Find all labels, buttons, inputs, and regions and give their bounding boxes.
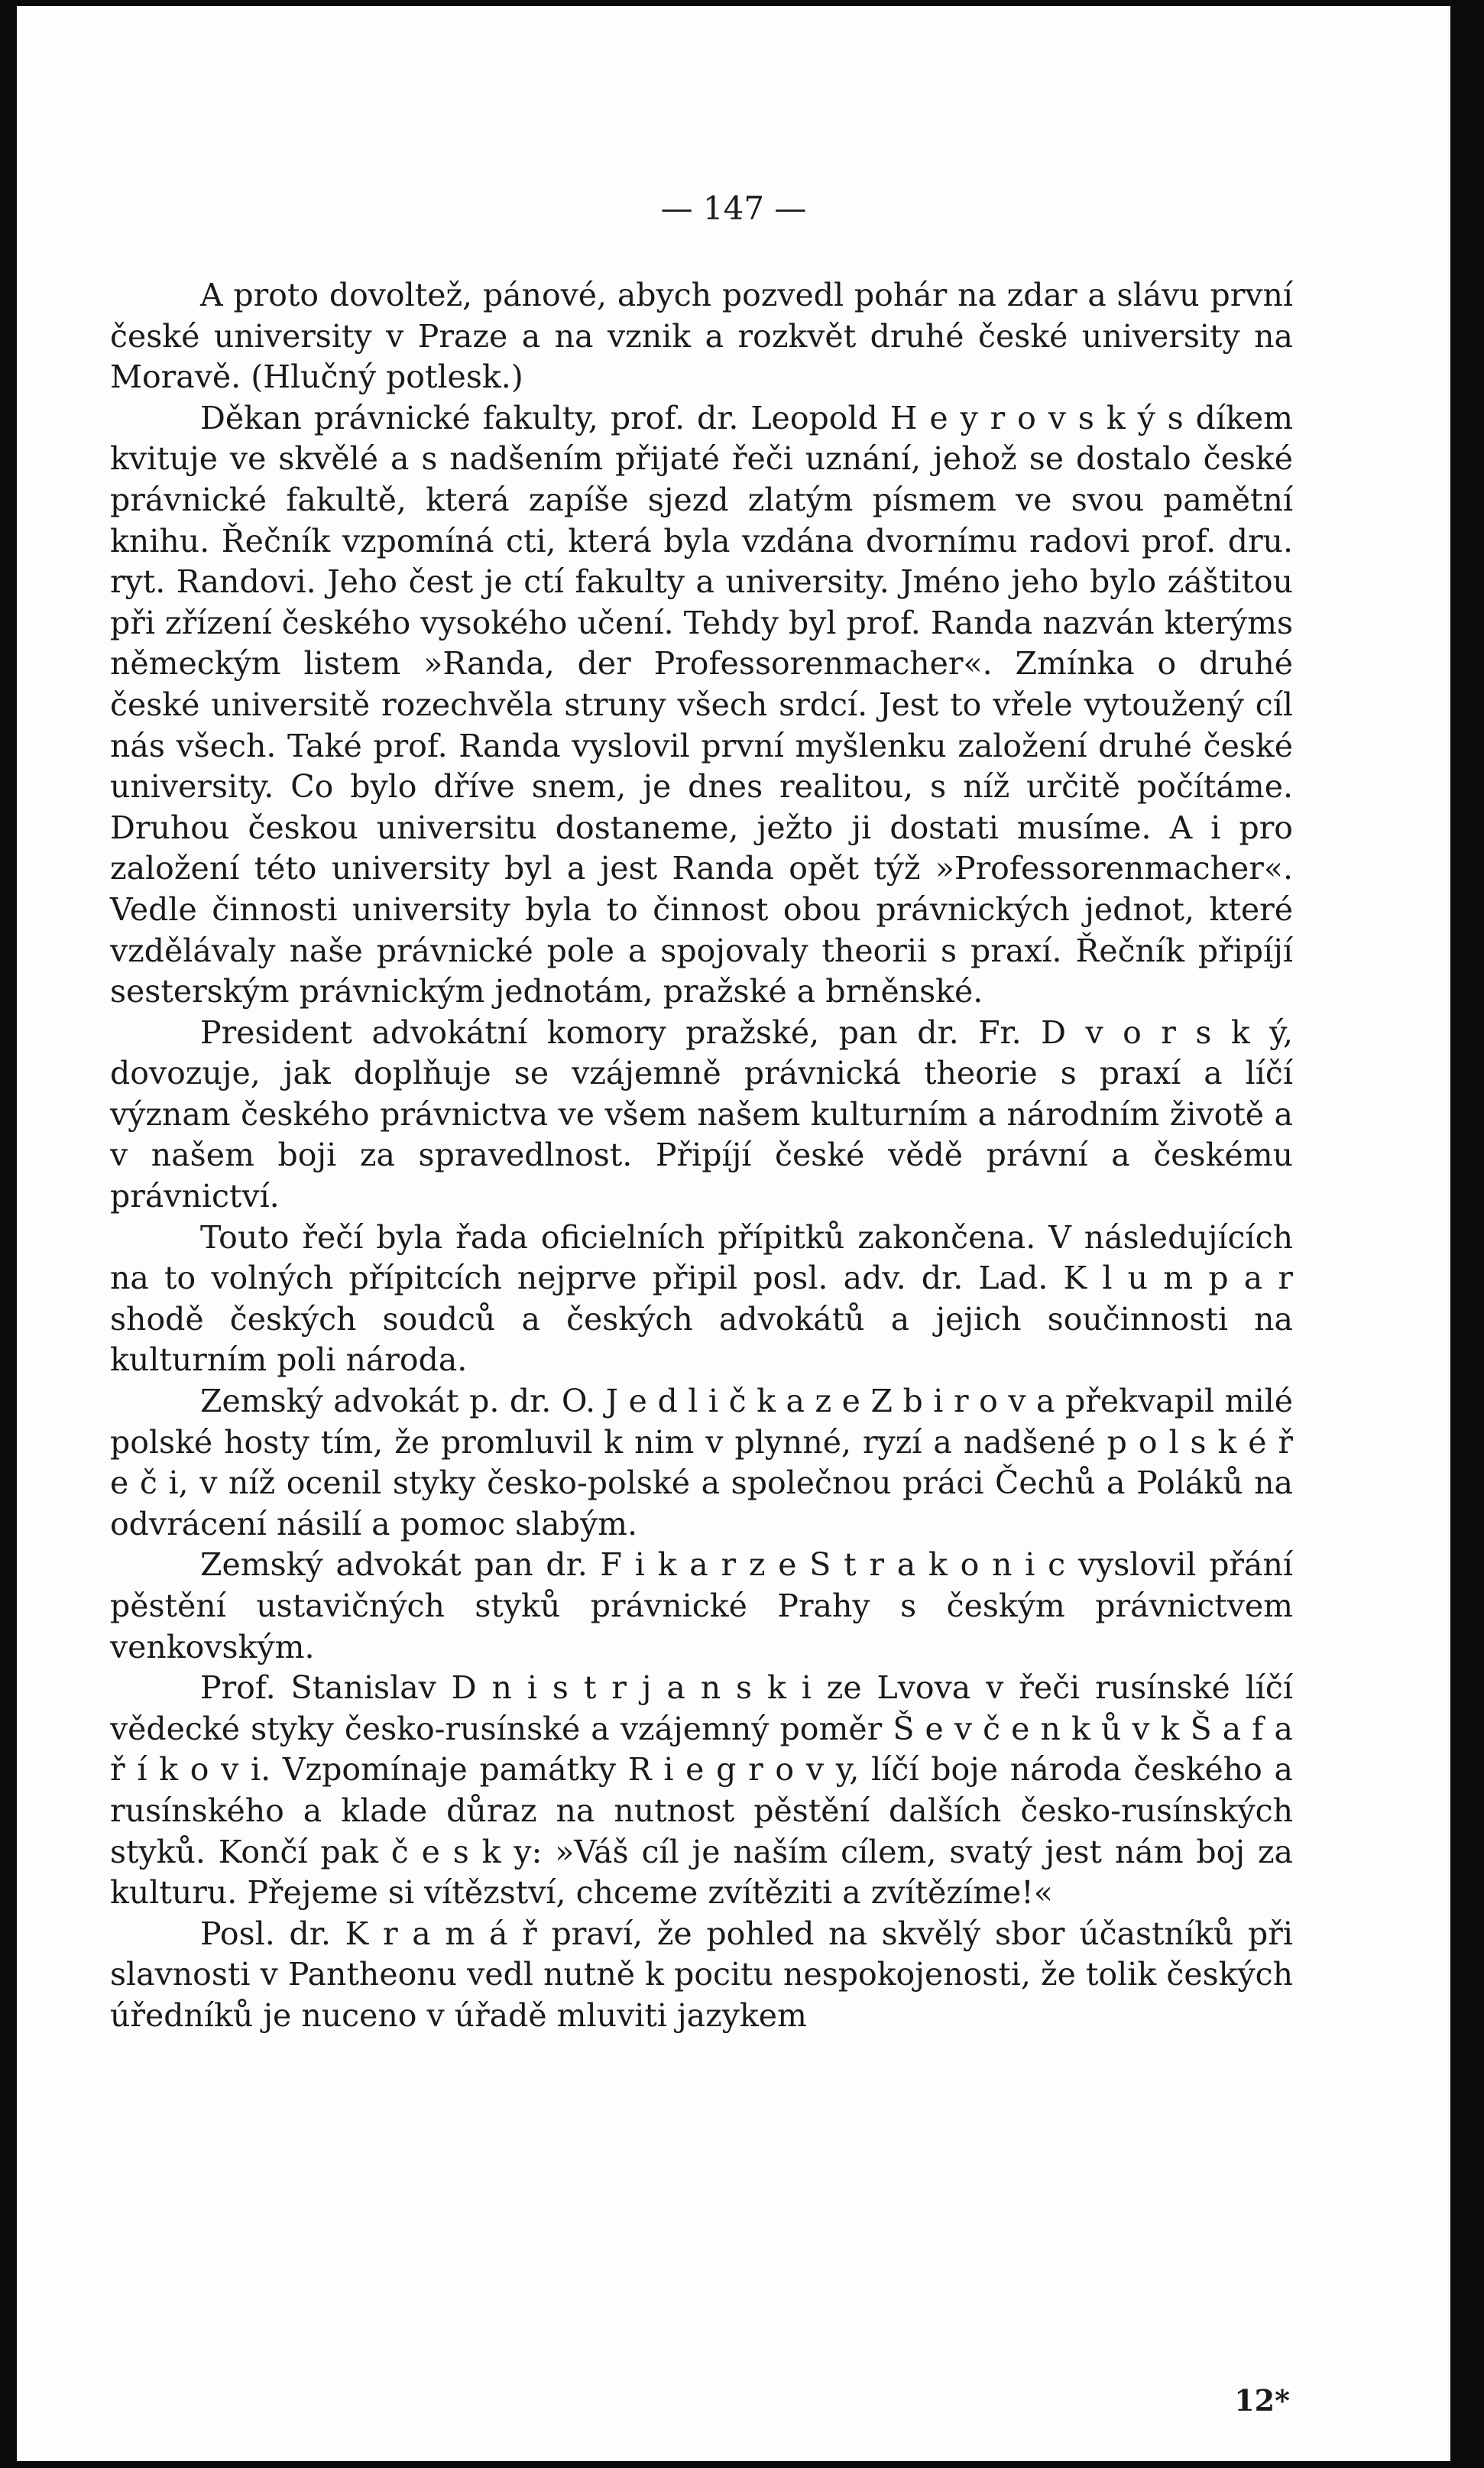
paragraph: Posl. dr. K r a m á ř praví, že pohled na skvělý sbor účastníků při slavnosti v Pantheonu vedl nutně k pocitu nespokojenosti, že tolik českých úředníků je nuceno v úřadě mluviti jazykem [110,1915,1293,2034]
book-page [17,6,1450,2461]
body-text [110,275,1293,2037]
paragraph: President advokátní komory pražské, pan dr. Fr. D v o r s k ý, dovozuje, jak doplňuje se vzájemně právnická theorie s praxí a líčí význam českého právnictva ve všem našem kulturním a národním životě a v našem boji za spravedlnost. Připíjí české vědě právní a českému právnictví. [110,1013,1293,1215]
paragraph: Zemský advokát p. dr. O. J e d l i č k a z e Z b i r o v a překvapil milé polské hosty tím, že promluvil k nim v plynné, ryzí a nadšené p o l s k é ř e č i, v níž ocenil styky česko-polské a společnou práci Čechů a Poláků na odvrácení násilí a pomoc slabým. [110,1383,1293,1542]
paragraph: Touto řečí byla řada oficielních přípitků zakončena. V následujících na to volných přípitcích nejprve připil posl. adv. dr. Lad. K l u m p a r shodě českých soudců a českých advokátů a jejich součinnosti na kulturním poli národa. [110,1218,1293,1379]
paragraph: Děkan právnické fakulty, prof. dr. Leopold H e y r o v s k ý s díkem kvituje ve skvělé a s nadšením přijaté řeči uznání, jehož se dostalo české právnické fakultě, která zapíše sjezd zlatým písmem ve svou pamětní knihu. Řečník vzpomíná cti, která byla vzdána dvornímu radovi prof. dru. ryt. Randovi. Jeho čest je ctí fakulty a university. Jméno jeho bylo záštitou při zřízení českého vysokého učení. Tehdy byl prof. Randa nazván kterýms německým listem »Randa, der Professorenmacher«. Zmínka o druhé české universitě rozechvěla struny všech srdcí. Jest to vřele vytoužený cíl nás všech. Také prof. Randa vyslovil první myšlenku založení druhé české university. Co bylo dříve snem, je dnes realitou, s níž určitě počítáme. Druhou českou universitu dostaneme, ježto ji dostati musíme. A i pro založení této university byl a jest Randa opět týž »Professorenmacher«. Vedle činnosti university byla to činnost obou právnických jednot, které vzdělávaly naše právnické pole a spojovaly theorii s praxí. Řečník připíjí sesterským právnickým jednotám, pražské a brněnské. [110,399,1293,1010]
paragraph: A proto dovoltež, pánové, abych pozvedl pohár na zdar a slávu první české university v Praze a na vznik a rozkvět druhé české university na Moravě. (Hlučný potlesk.) [110,277,1293,396]
paragraph: Zemský advokát pan dr. F i k a r z e S t r a k o n i c vyslovil přání pěstění ustavičných styků právnické Prahy s českým právnictvem venkovským. [110,1546,1293,1665]
paragraph: Prof. Stanislav D n i s t r j a n s k i ze Lvova v řeči rusínské líčí vědecké styky česko-rusínské a vzájemný poměr Š e v č e n k ů v k Š a f a ř í k o v i. Vzpomínaje památky R i e g r o v y, líčí boje národa českého a rusínského a klade důraz na nutnost pěstění dalších česko-rusínských styků. Končí pak č e s k y: »Váš cíl je naším cílem, svatý jest nám boj za kulturu. Přejeme si vítězství, chceme zvítěziti a zvítězíme!« [110,1669,1293,1912]
page-number: — 147 — [660,190,807,227]
signature-mark: 12* [1234,2383,1290,2418]
